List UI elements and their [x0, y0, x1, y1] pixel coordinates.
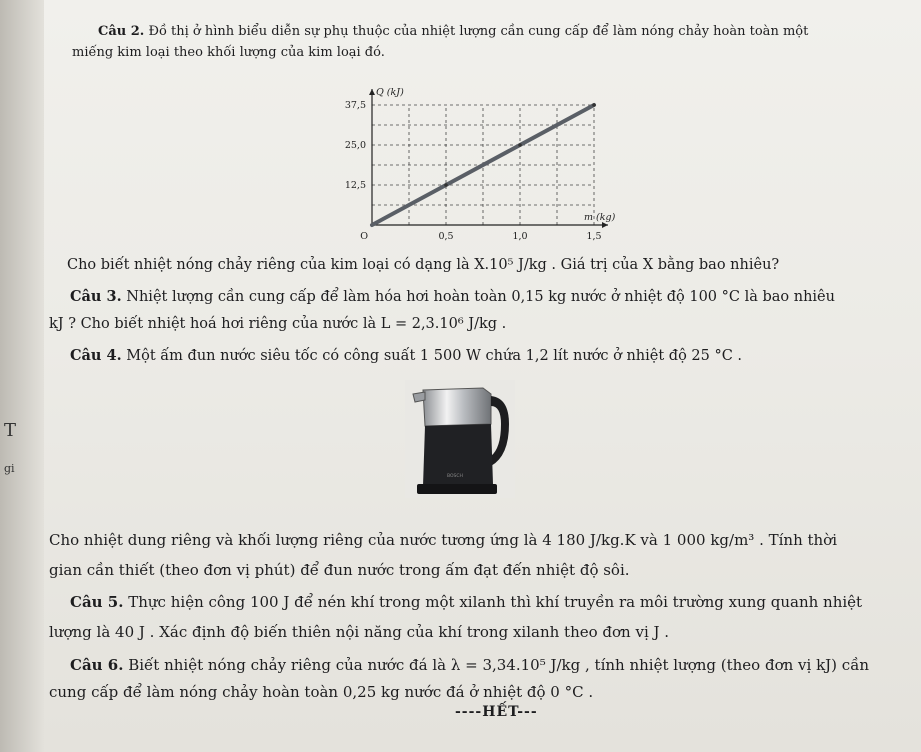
- margin-mark-t: T: [4, 420, 17, 441]
- y-tick-label: 25,0: [344, 140, 366, 151]
- question-5-text-line-2: lượng là 40 J . Xác định độ biến thiên nội năng của khí trong xilanh theo đơn vị J .: [49, 623, 670, 641]
- question-3-text-line-1: [70, 288, 835, 305]
- question-5-text-line-1: [70, 593, 862, 611]
- question-2-line-1: Đồ thị ở hình biểu diễn sự phụ thuộc của nhiệt lượng cần cung cấp để làm nóng chảy hoàn toàn một: [148, 24, 809, 39]
- question-2-text-line-3: Cho biết nhiệt nóng chảy riêng của kim loại có dạng là X.10⁵ J/kg . Giá trị của X bằng bao nhiêu?: [67, 257, 780, 273]
- y-tick-label: 12,5: [344, 180, 366, 191]
- question-3-text-line-2: kJ ? Cho biết nhiệt hoá hơi riêng của nước là L = 2,3.10⁶ J/kg .: [49, 316, 507, 332]
- margin-mark-gi: gi: [4, 462, 15, 475]
- data-point: [592, 103, 596, 107]
- x-tick-label: 0,5: [438, 231, 454, 242]
- electric-kettle-image: [405, 380, 515, 498]
- kettle-brand-text: BOSCH: [447, 474, 463, 479]
- x-tick-label: 1,5: [586, 231, 602, 242]
- question-2-text-line-2: miếng kim loại theo khối lượng của kim loại đó.: [72, 45, 385, 60]
- question-6-text-line-1: [70, 656, 869, 674]
- question-2-label: Câu 2.: [98, 24, 145, 39]
- question-4-line-1: Một ấm đun nước siêu tốc có công suất 1 500 W chứa 1,2 lít nước ở nhiệt độ 25 °C .: [126, 348, 743, 364]
- data-point: [444, 183, 448, 187]
- question-4-text-line-1: [70, 347, 742, 364]
- previous-page-edge: [0, 0, 44, 752]
- question-6-text-line-2: cung cấp để làm nóng chảy hoàn toàn 0,25 kg nước đá ở nhiệt độ 0 °C .: [49, 683, 594, 701]
- y-tick-label: 37,5: [344, 100, 366, 111]
- question-6-label: Câu 6.: [70, 656, 124, 674]
- x-tick-label: 1,0: [512, 231, 528, 242]
- question-3-line-1: Nhiệt lượng cần cung cấp để làm hóa hơi hoàn toàn 0,15 kg nước ở nhiệt độ 100 °C là bao nhiêu: [126, 289, 835, 305]
- question-2-text-line-1: [98, 24, 808, 39]
- question-4-text-line-2: Cho nhiệt dung riêng và khối lượng riêng của nước tương ứng là 4 180 J/kg.K và 1 000 kg/m³ . Tính thời: [49, 531, 838, 549]
- end-marker: ----HẾT---: [455, 704, 538, 720]
- origin-label: O: [360, 231, 368, 242]
- question-5-line-1: Thực hiện công 100 J để nén khí trong một xilanh thì khí truyền ra môi trường xung quanh nhiệt: [128, 593, 863, 611]
- question-5-label: Câu 5.: [70, 593, 124, 611]
- question-3-label: Câu 3.: [70, 288, 122, 305]
- question-4-text-line-3: gian cần thiết (theo đơn vị phút) để đun nước trong ấm đạt đến nhiệt độ sôi.: [49, 561, 630, 579]
- question-4-label: Câu 4.: [70, 347, 122, 364]
- heat-vs-mass-chart: [330, 85, 616, 250]
- data-point: [518, 143, 522, 147]
- question-6-line-1: Biết nhiệt nóng chảy riêng của nước đá là λ = 3,34.10⁵ J/kg , tính nhiệt lượng (theo đơn vị kJ) cần: [128, 656, 870, 674]
- x-axis-label: m (kg): [584, 212, 616, 223]
- y-axis-label: Q (kJ): [376, 87, 404, 98]
- y-axis-arrow-icon: [369, 89, 375, 95]
